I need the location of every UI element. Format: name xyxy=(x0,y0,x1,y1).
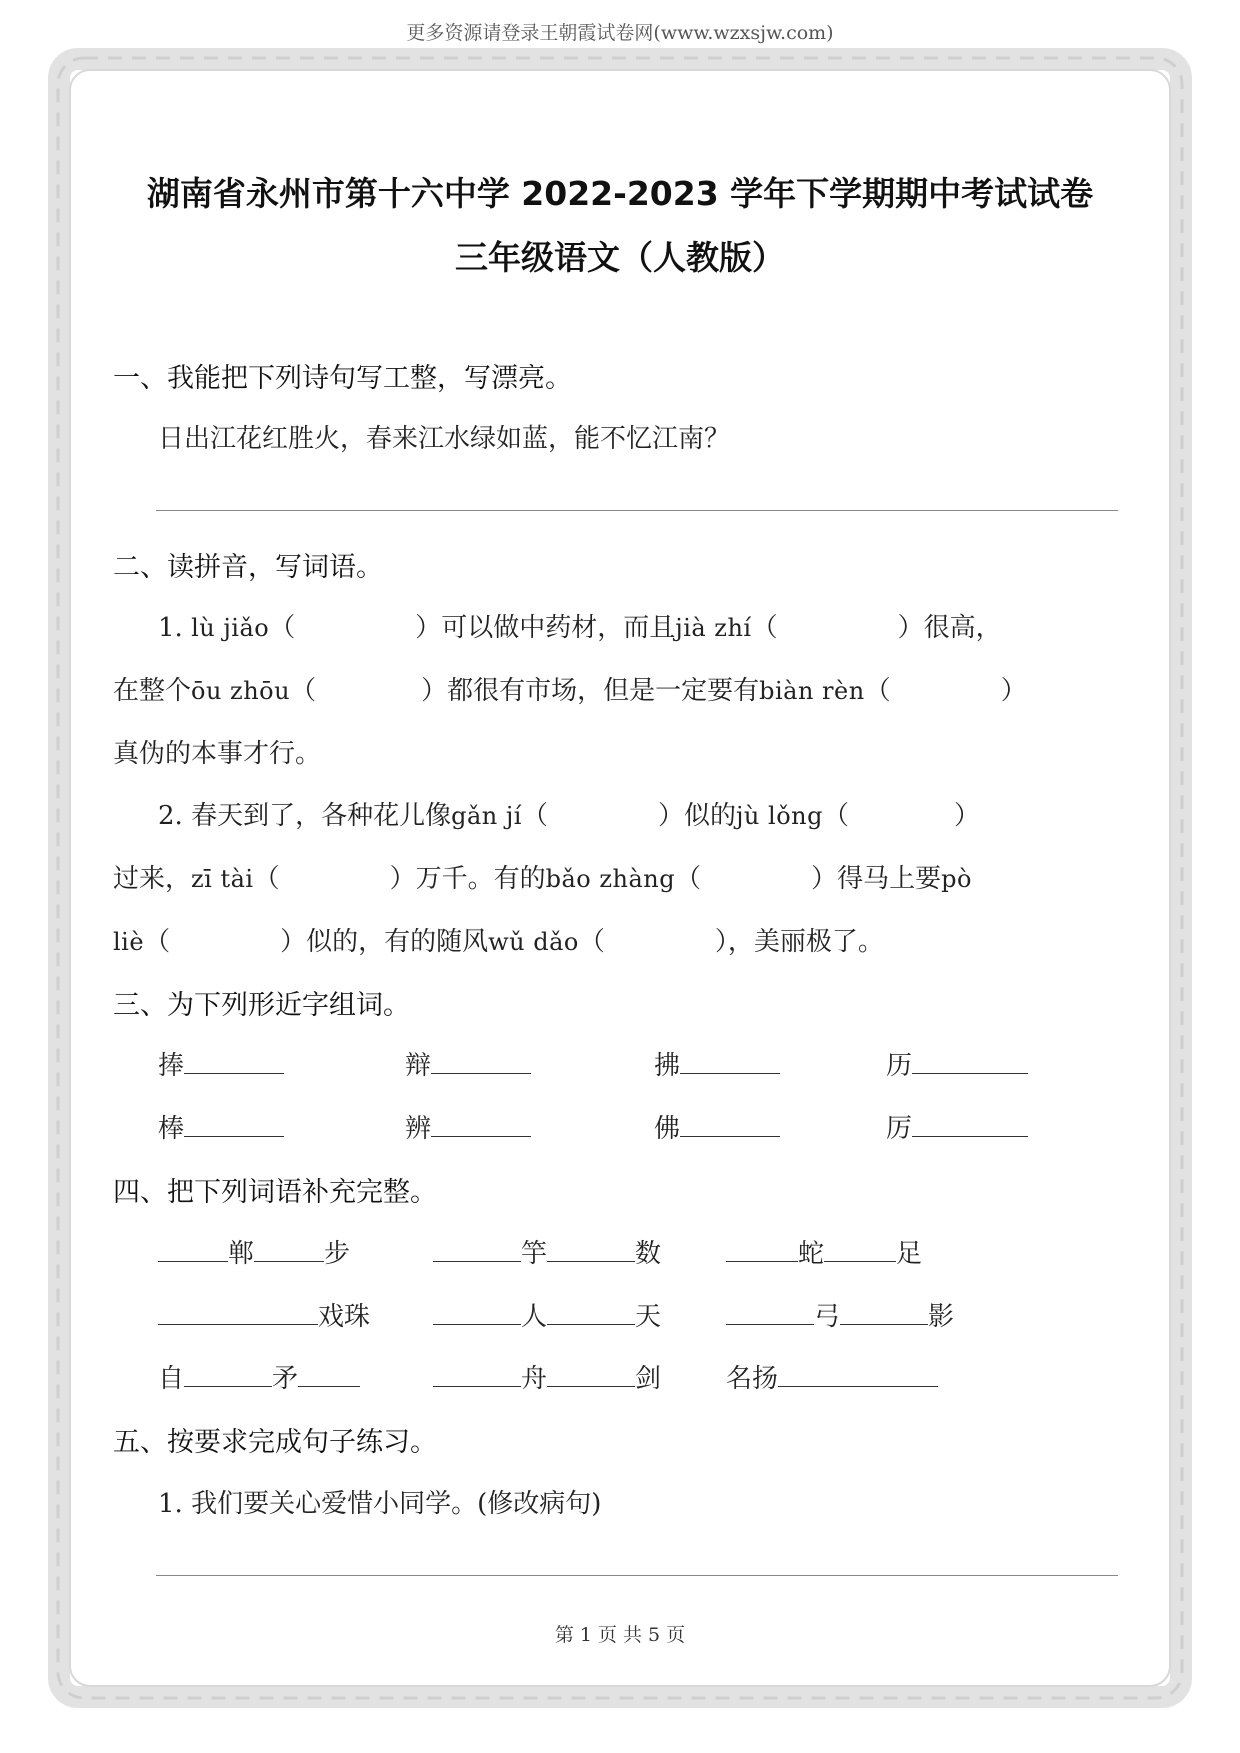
pinyin-q1-line3: 真伪的本事才行。 xyxy=(113,739,322,769)
idiom-item: 名扬 xyxy=(726,1358,938,1395)
idiom-item: 人 天 xyxy=(433,1296,661,1333)
pinyin-q1-line2: 在整个ōu zhōu（ ）都很有市场，但是一定要有biàn rèn（ ） xyxy=(113,676,1027,706)
blank[interactable] xyxy=(840,1298,928,1325)
pinyin-zitai: zī tài xyxy=(191,865,254,893)
pinyin-baozhang: bǎo zhàng xyxy=(545,865,676,893)
char-item: 辨 xyxy=(405,1108,531,1145)
blank[interactable] xyxy=(547,1360,635,1387)
page-number: 第 1 页 共 5 页 xyxy=(554,1624,686,1646)
q1-number: 1. xyxy=(158,613,192,643)
section-2-heading: 二、读拼音，写词语。 xyxy=(113,552,383,583)
idiom-item: 蛇 足 xyxy=(726,1233,922,1270)
char-item: 历 xyxy=(886,1045,1028,1082)
pinyin-q2-line2: 过来，zī tài（ ）万千。有的bǎo zhàng（ ）得马上要pò xyxy=(113,864,972,894)
pinyin-wudao: wǔ dǎo xyxy=(488,928,579,956)
blank[interactable] xyxy=(433,1360,521,1387)
pinyin-ouzhou: ōu zhōu xyxy=(191,677,291,705)
blank[interactable] xyxy=(298,1360,360,1387)
blank[interactable] xyxy=(158,1298,318,1325)
char-item: 拂 xyxy=(654,1045,780,1082)
blank[interactable] xyxy=(912,1047,1028,1074)
section-5-heading: 五、按要求完成句子练习。 xyxy=(113,1427,437,1458)
blank[interactable] xyxy=(547,1298,635,1325)
idiom-item: 戏珠 xyxy=(158,1296,370,1333)
pinyin-q1-line1: 1. lù jiǎo（ ）可以做中药材，而且jià zhí（ ）很高， xyxy=(158,613,1002,643)
blank[interactable] xyxy=(184,1360,272,1387)
char-item: 厉 xyxy=(886,1108,1028,1145)
blank[interactable] xyxy=(184,1047,284,1074)
pinyin-q2-line3: liè（ ）似的，有的随风wǔ dǎo（ ），美丽极了。 xyxy=(113,927,884,957)
blank[interactable] xyxy=(680,1047,780,1074)
answer-line-1[interactable] xyxy=(156,510,1118,511)
char-item: 捧 xyxy=(158,1045,284,1082)
char-item: 棒 xyxy=(158,1108,284,1145)
blank[interactable] xyxy=(778,1360,938,1387)
blank[interactable] xyxy=(824,1235,896,1262)
idiom-item: 自 矛 xyxy=(158,1358,360,1395)
blank[interactable] xyxy=(254,1235,324,1262)
blank[interactable] xyxy=(912,1110,1028,1137)
blank[interactable] xyxy=(433,1298,521,1325)
blank[interactable] xyxy=(433,1235,521,1262)
section-3-heading: 三、为下列形近字组词。 xyxy=(113,990,410,1021)
pinyin-ganji: gǎn jí xyxy=(451,802,522,830)
char-item: 佛 xyxy=(654,1108,780,1145)
blank[interactable] xyxy=(547,1235,635,1262)
blank[interactable] xyxy=(680,1110,780,1137)
pinyin-q2-line1: 2. 春天到了，各种花儿像gǎn jí（ ）似的jù lǒng（ ） xyxy=(158,801,980,831)
blank[interactable] xyxy=(726,1235,798,1262)
section-1-heading: 一、我能把下列诗句写工整，写漂亮。 xyxy=(113,363,572,394)
pinyin-po: pò xyxy=(941,865,972,893)
idiom-item: 竽 数 xyxy=(433,1233,661,1270)
idiom-item: 郸 步 xyxy=(158,1233,350,1270)
answer-line-2[interactable] xyxy=(156,1575,1118,1576)
pinyin-lie: liè xyxy=(113,928,145,956)
pinyin-lujiao: lù jiǎo xyxy=(191,614,270,642)
char-item: 辩 xyxy=(405,1045,531,1082)
blank[interactable] xyxy=(431,1047,531,1074)
idiom-item: 弓 影 xyxy=(726,1296,954,1333)
blank[interactable] xyxy=(431,1110,531,1137)
section-4-heading: 四、把下列词语补充完整。 xyxy=(113,1177,437,1208)
exam-subtitle: 三年级语文（人教版） xyxy=(455,238,785,277)
sentence-q1: 1. 我们要关心爱惜小同学。(修改病句) xyxy=(158,1489,602,1519)
idiom-item: 舟 剑 xyxy=(433,1358,661,1395)
blank[interactable] xyxy=(158,1235,228,1262)
site-watermark: 更多资源请登录王朝霞试卷网(www.wzxsjw.com) xyxy=(406,22,834,44)
pinyin-julong: jù lǒng xyxy=(735,802,823,830)
pinyin-jiazhi: jià zhí xyxy=(675,614,752,642)
exam-title: 湖南省永州市第十六中学 2022-2023 学年下学期期中考试试卷 xyxy=(146,174,1094,213)
poem-line: 日出江花红胜火，春来江水绿如蓝，能不忆江南？ xyxy=(158,424,731,454)
pinyin-bianren: biàn rèn xyxy=(759,677,865,705)
blank[interactable] xyxy=(184,1110,284,1137)
blank[interactable] xyxy=(726,1298,814,1325)
